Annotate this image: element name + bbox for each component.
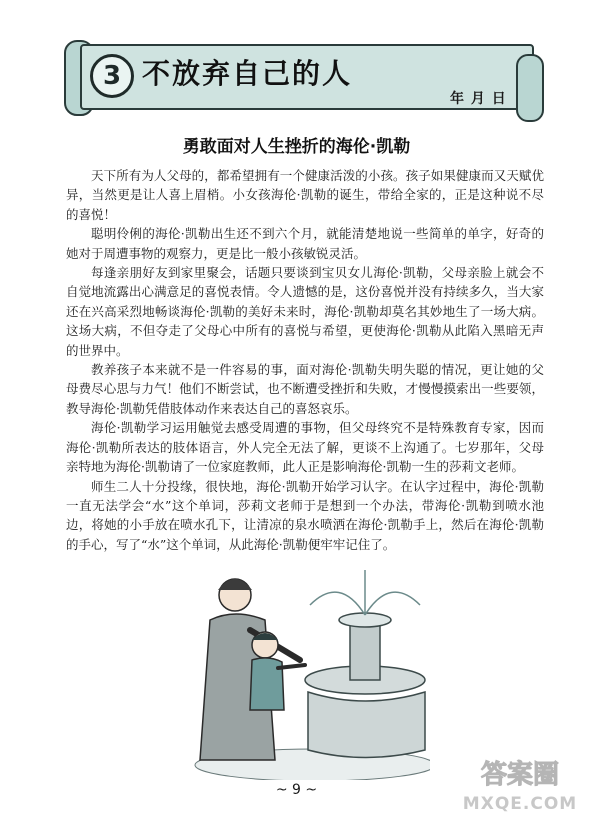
paragraph: 师生二人十分投缘，很快地，海伦·凯勒开始学习认字。在认字过程中，海伦·凯勒一直无法学会“水”这个单词，莎莉文老师于是想到一个办法，带海伦·凯勒到喷水池边，将她的小手放在喷水孔下，让清凉的泉水喷洒在海伦·凯勒手上，然后在海伦·凯勒的手心，写了“水”这个单词，从此海伦·凯勒便牢牢记住了。 <box>66 478 544 552</box>
watermark-bottom-text: MXQE.COM <box>462 794 578 814</box>
paragraph: 教养孩子本来就不是一件容易的事，面对海伦·凯勒失明失聪的情况，更让她的父母费尽心思与力气！他们不断尝试，也不断遭受挫折和失败，才慢慢摸索出一些要领，教导海伦·凯勒凭借肢体动作来表达自己的喜怒哀乐。 <box>66 362 544 416</box>
paragraph: 海伦·凯勒学习运用触觉去感受周遭的事物，但父母终究不是特殊教育专家，因而海伦·凯勒所表达的肢体语言，外人完全无法了解，更谈不上沟通了。七岁那年，父母亲特地为海伦·凯勒请了一位家庭教师，此人正是影响海伦·凯勒一生的莎莉文老师。 <box>66 420 544 475</box>
chapter-banner <box>50 36 550 116</box>
teacher-figure-icon <box>200 579 300 760</box>
scroll-right-roll <box>516 54 544 122</box>
fountain-icon <box>305 570 425 758</box>
watermark-logo <box>460 752 580 820</box>
date-label: 年 月 日 <box>450 91 507 107</box>
article-body <box>66 166 544 554</box>
paragraph: 聪明伶俐的海伦·凯勒出生还不到六个月，就能清楚地说一些简单的单字，好奇的她对于周遭事物的观察力，更是比一般小孩敏锐灵活。 <box>66 226 544 261</box>
page-number: ~ 9 ~ <box>275 782 318 798</box>
chapter-title: 不放弃自己的人 <box>142 57 353 90</box>
watermark-top-text: 答案圈 <box>480 760 559 790</box>
chapter-number-badge: 3 <box>90 54 134 98</box>
teacher-child-fountain-illustration <box>180 560 430 780</box>
paragraph: 每逢亲朋好友到家里聚会，话题只要谈到宝贝女儿海伦·凯勒，父母亲脸上就会不自觉地流露出心满意足的喜悦表情。令人遗憾的是，这份喜悦并没有持续多久，当大家还在兴高采烈地畅谈海伦·凯勒的美好未来时，海伦·凯勒却莫名其妙地生了一场大病。这场大病，不但夺走了父母心中所有的喜悦与希望，更使海伦·凯勒从此陷入黑暗无声的世界中。 <box>66 265 544 358</box>
paragraph: 天下所有为人父母的，都希望拥有一个健康活泼的小孩。孩子如果健康而又天赋优异，当然更是让人喜上眉梢。小女孩海伦·凯勒的诞生，带给全家的，正是这种说不尽的喜悦！ <box>66 168 544 222</box>
child-figure-icon <box>250 632 305 710</box>
article-title: 勇敢面对人生挫折的海伦·凯勒 <box>182 137 411 157</box>
